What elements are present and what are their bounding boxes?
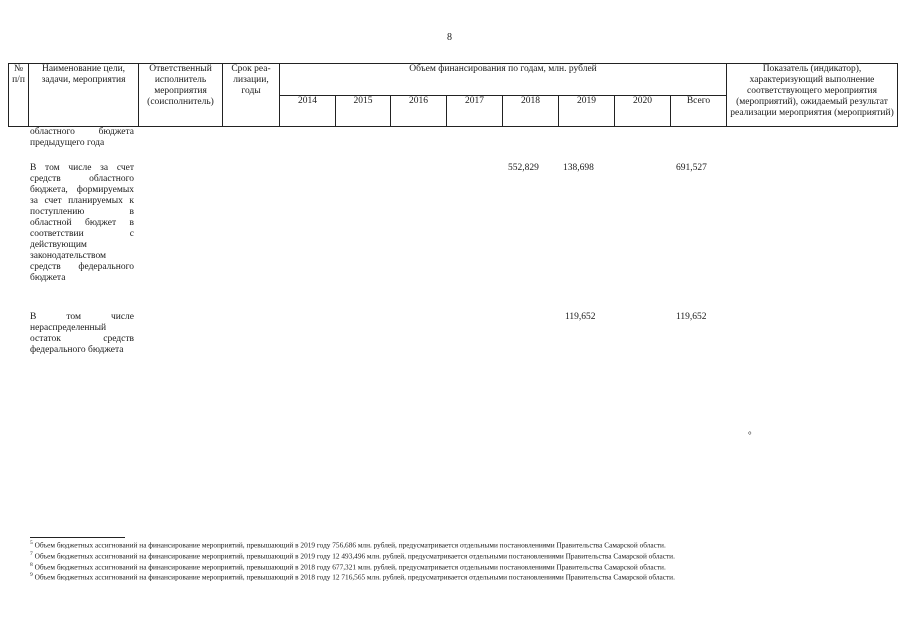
value-total: 119,652 (676, 312, 707, 322)
footnote: $^9$ Объем бюджетных ассигнований на финансирование мероприятий, превышающий в 2018 году 12 716,565 млн. рублей, предусматривается отдельными постановлениями Правительства Самарской области. (30, 572, 675, 582)
footnote: $^7$ Объем бюджетных ассигнований на финансирование мероприятий, превышающий в 2019 году 12 493,496 млн. рублей, предусматривается отдельными постановлениями Правительства Самарской области. (30, 550, 675, 561)
year-header: 2019 (559, 95, 615, 127)
year-header: 2017 (447, 95, 503, 127)
value-2019: 119,652 (565, 312, 596, 322)
footnote: $^5$ Объем бюджетных ассигнований на финансирование мероприятий, превышающий в 2019 году 756,686 млн. рублей, предусматривается отдельными постановлениями Правительства Самарской области. (30, 540, 666, 550)
year-header: 2014 (280, 95, 336, 127)
year-header: 2015 (336, 95, 391, 127)
col-header-funding: Объем финансирования по годам, млн. рублей (280, 64, 727, 96)
col-header-name: Наименование цели, задачи, мероприятия (29, 64, 139, 127)
col-header-executor: Ответственный исполнитель мероприятия (соисполнитель) (139, 64, 223, 127)
year-header: 2018 (503, 95, 559, 127)
row-description: областного бюджета предыдущего года (30, 127, 134, 148)
footnote-divider (30, 537, 125, 538)
value-2019: 138,698 (563, 163, 594, 173)
year-header: 2020 (615, 95, 671, 127)
row-description: В том числе за счет средств областного бюджета, формируемых за счет планируемых к поступлению в областной бюджет в соответствии с действующим законодательством средств федерального бюджета (30, 163, 134, 283)
funding-table-header (8, 63, 898, 127)
page-number: 8 (447, 32, 452, 43)
col-header-number: № п/п (9, 64, 29, 127)
col-header-term: Срок реа-лизации, годы (223, 64, 280, 127)
footnote: $^8$ Объем бюджетных ассигнований на финансирование мероприятий, превышающий в 2018 году 677,321 млн. рублей, предусматривается отдельными постановлениями Правительства Самарской области. (30, 561, 666, 572)
col-header-indicator: Показатель (индикатор), характеризующий выполнение соответствующего мероприятия (мероприятий), ожидаемый результат реализации мероприятия (мероприятий) (727, 64, 898, 127)
footnotes (30, 539, 890, 582)
value-total: 691,527 (676, 163, 707, 173)
value-2018: 552,829 (508, 163, 539, 173)
year-header: 2016 (391, 95, 447, 127)
row-description: В том числе нераспределенный остаток средств федерального бюджета (30, 312, 134, 355)
year-header-total: Всего (671, 95, 727, 127)
stray-mark: ° (748, 430, 752, 440)
